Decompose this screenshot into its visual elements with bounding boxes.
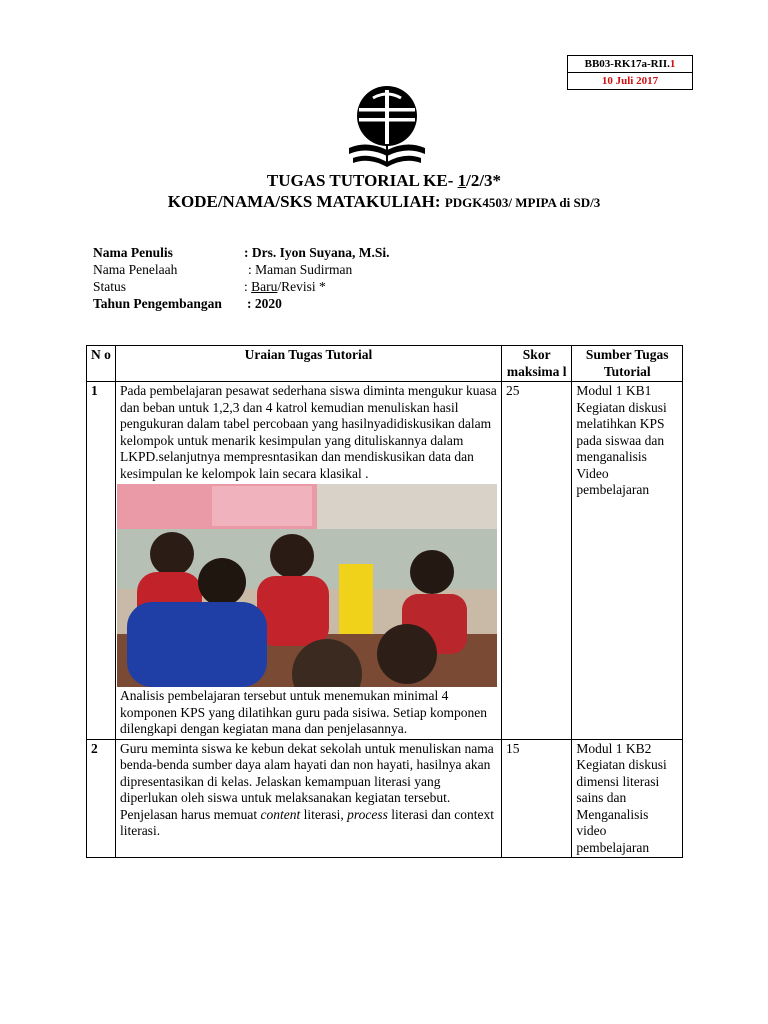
- table-row: [87, 382, 683, 740]
- table-header-row: [87, 346, 683, 382]
- row-source: Modul 1 KB2 Kegiatan diskusi dimensi literasi sains dan Menganalisis video pembelajaran: [572, 739, 683, 858]
- course-title: KODE/NAMA/SKS MATAKULIAH: PDGK4503/ MPIPA di SD/3: [167, 192, 601, 211]
- document-code-box: [567, 55, 693, 90]
- tutorial-task-table: [86, 345, 683, 858]
- header-skor: Skor maksima l: [501, 346, 571, 382]
- header-no: N o: [87, 346, 116, 382]
- document-code: BB03-RK17a-RII.1: [568, 56, 692, 73]
- row-source: Modul 1 KB1 Kegiatan diskusi melatihkan KPS pada siswaa dan menganalisis Video pembelajaran: [572, 382, 683, 740]
- row-score: 25: [501, 382, 571, 740]
- header-sumber: Sumber Tugas Tutorial: [572, 346, 683, 382]
- table-row: [87, 739, 683, 858]
- classroom-photo: [117, 484, 497, 687]
- task-text: Pada pembelajaran pesawat sederhana siswa diminta mengukur kuasa dan beban untuk 1,2,3 dan 4 katrol kemudian menuliskan hasil pengukuran dalam tabel percobaan yang hasilnyadidiskusikan dalam kelompok untuk menarik kesimpulan yang dituliskannya dalam LKPD.selanjutnya mempresntasikan dan mendiskusikan data dan kesimpulan ke kelompok lain secara klasikal .: [119, 383, 497, 481]
- row-score: 15: [501, 739, 571, 858]
- row-number: 1: [87, 382, 116, 740]
- row-description: Guru meminta siswa ke kebun dekat sekolah untuk menuliskan nama benda-benda sumber daya alam hayati dan non hayati, hasilnya akan dipresentasikan di kelas. Jelaskan kemampuan literasi yang diperlukan oleh siswa untuk melaksanakan kegiatan tersebut. Penjelasan harus memuat content literasi, process literasi dan context literasi.: [115, 739, 501, 858]
- row-description: [115, 382, 501, 740]
- header-uraian: Uraian Tugas Tutorial: [115, 346, 501, 382]
- task-instruction: Analisis pembelajaran tersebut untuk menemukan minimal 4 komponen KPS yang dilatihkan guru pada sisiwa. Setiap komponen dilengkapi dengan kegiatan mana dan penjelasannya.: [119, 688, 488, 736]
- document-date: 10 Juli 2017: [601, 75, 659, 87]
- page-title: TUGAS TUTORIAL KE- 1/2/3*: [266, 171, 502, 190]
- row-number: 2: [87, 739, 116, 858]
- university-logo-icon: [345, 86, 429, 170]
